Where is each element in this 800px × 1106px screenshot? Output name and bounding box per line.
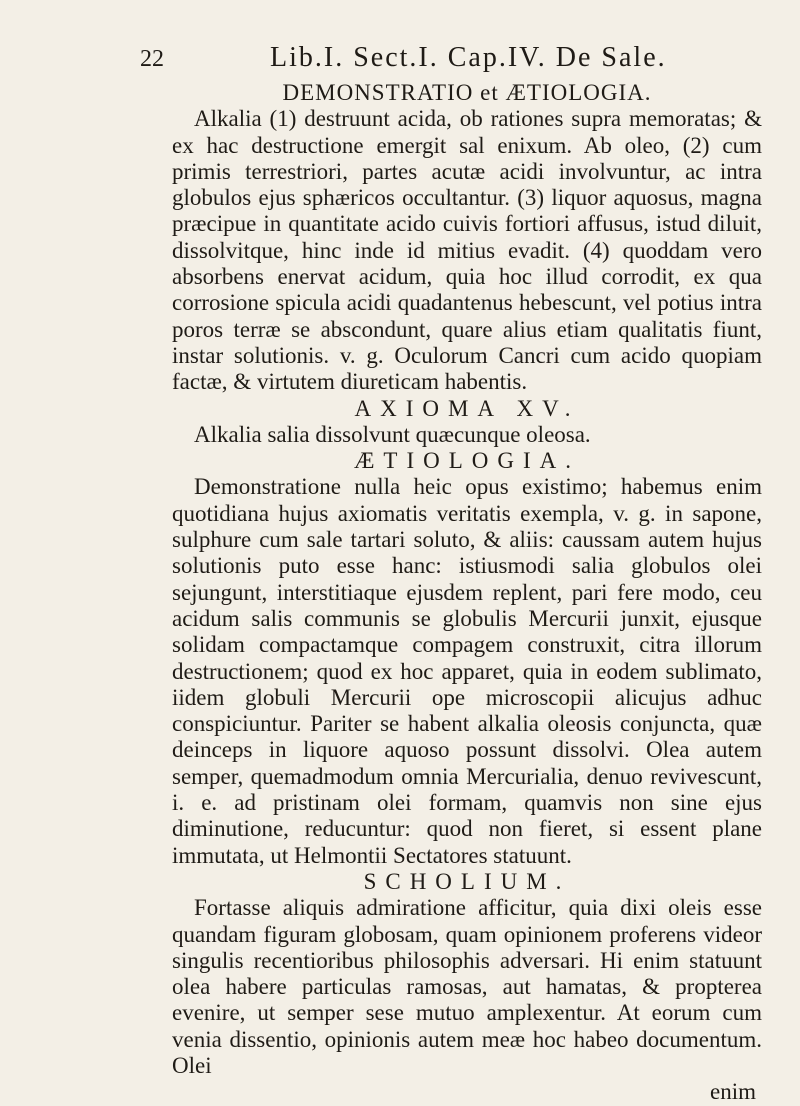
axiom-heading: AXIOMA XV. [354, 395, 580, 421]
catchword: enim [710, 1079, 756, 1105]
scholium-heading: SCHOLIUM. [363, 868, 571, 894]
paragraph-aetiologia: Demonstratione nulla heic opus existimo; habemus enim quotidiana hujus axiomatis veritatis exempla, v. g. in sapone, sulphure cum sale tartari soluto, & aliis: caussam autem hujus solutionis puto esse hanc: istiusmodi salia globulos olei sejungunt, interstitiaque ejusdem replent, pari fere modo, ceu acidum salis communis se globulis Mercurii junxit, ejusque solidam compactamque compagem construxit, citra illorum destructionem; quod ex hoc apparet, quia in eodem sublimato, iidem globuli Mercurii ope microscopii alicujus adhuc conspiciuntur. Pariter se habent alkalia oleosis conjuncta, quæ deinceps in liquore aquoso possunt dissolvi. Olea autem semper, quemadmodum omnia Mercurialia, denuo revivescunt, i. e. ad pristinam olei formam, quamvis non sine ejus diminutione, reducuntur: quod non fieret, si essent plane immutata, ut Helmontii Sectatores statuunt. [172, 474, 762, 868]
body-text [172, 80, 762, 1106]
page-number: 22 [140, 46, 164, 72]
paragraph-demonstratio: Alkalia (1) destruunt acida, ob rationes supra memoratas; & ex hac destructione emergit sal enixum. Ab oleo, (2) cum primis terrestriori, partes acutæ acidi involvuntur, ac intra globulos ejus sphæricos occultantur. (3) liquor aquosus, magna præcipue in quantitate acido cuivis fortiori affusus, istud diluit, dissolvitque, hinc inde id mitius evadit. (4) quoddam vero absorbens enervat acidum, quia hoc illud corrodit, ex qua corrosione spicula acidi quadantenus hebescunt, vel potius intra poros terræ se abscondunt, quare alius etiam qualitatis fiunt, instar solutionis. v. g. Oculorum Cancri cum acido quopiam factæ, & virtutem diureticam habentis. [172, 106, 762, 395]
running-title: Lib.I. Sect.I. Cap.IV. De Sale. [270, 42, 667, 73]
page-header [140, 42, 770, 74]
paragraph-scholium: Fortasse aliquis admiratione afficitur, quia dixi oleis esse quandam figuram globosam, quam opinionem proferens videor singulis recentioribus philosophis adversari. Hi enim statuunt olea habere particulas ramosas, aut hamatas, & propterea evenire, ut semper sese mutuo amplexentur. At eorum cum venia dissentio, opinionis autem meæ hoc habeo documentum. Olei [172, 895, 762, 1078]
section-heading-demonstratio: DEMONSTRATIO et ÆTIOLOGIA. [282, 80, 652, 105]
axiom-statement: Alkalia salia dissolvunt quæcunque oleosa. [194, 421, 591, 447]
aetiologia-heading: ÆTIOLOGIA. [353, 448, 581, 474]
